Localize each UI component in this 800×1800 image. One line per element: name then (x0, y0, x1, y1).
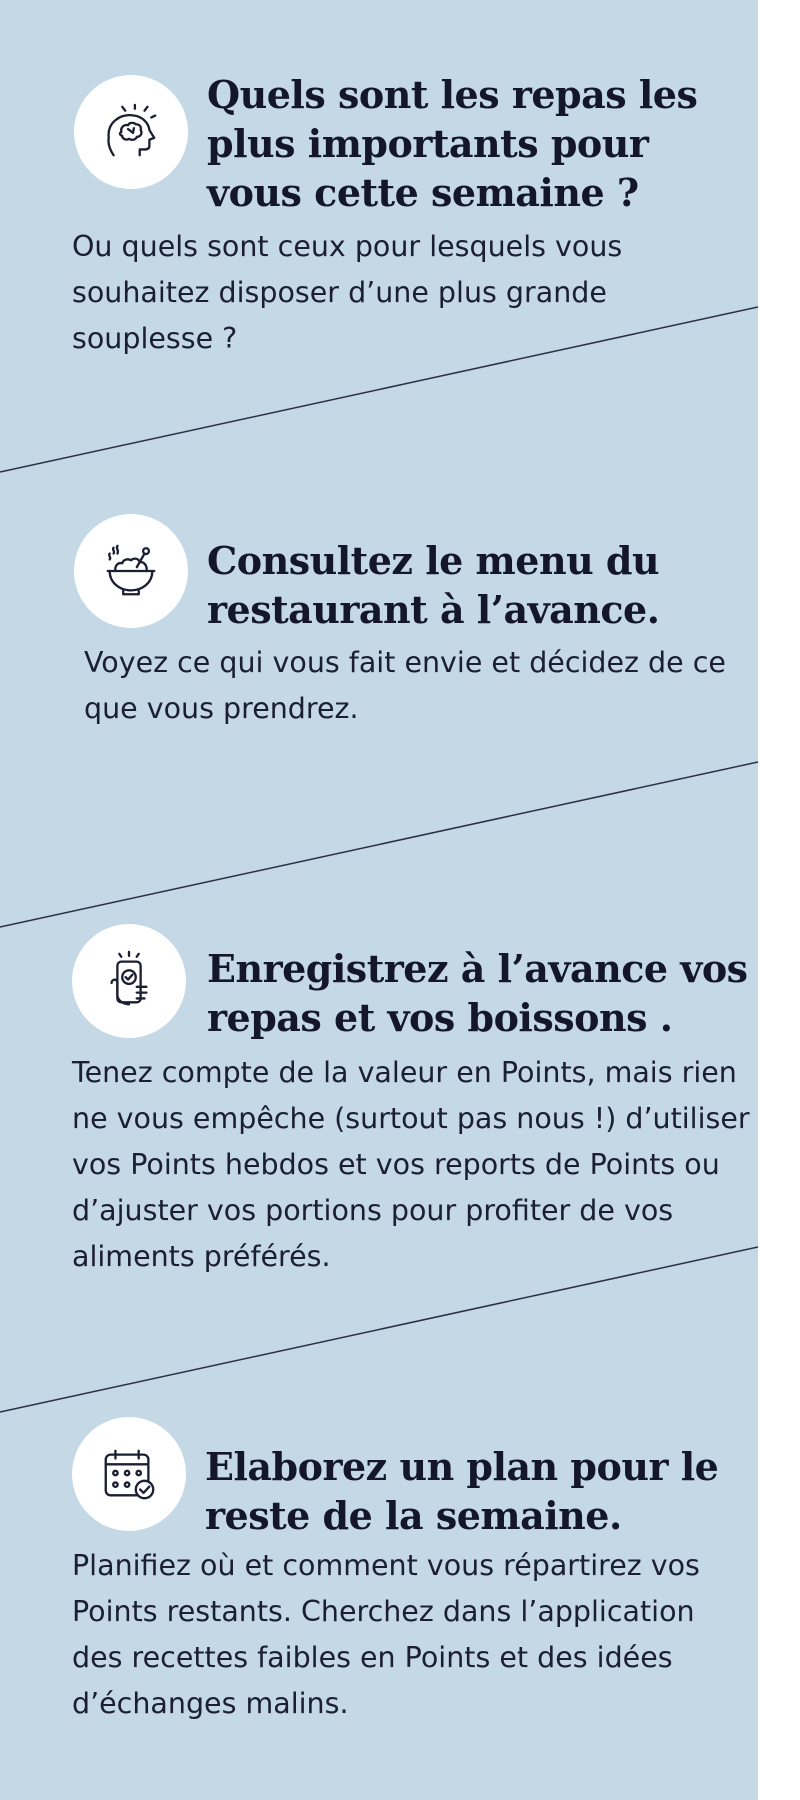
section-body: Tenez compte de la valeur en Points, mais rien ne vous empêche (surtout pas nous !) d’utiliser vos Points hebdos et vos reports de Points ou d’ajuster vos portions pour profiter de vos aliments préférés. (72, 1056, 750, 1273)
divider-2 (0, 762, 758, 927)
section-title: Quels sont les repas les plus importants pour vous cette semaine ? (207, 72, 698, 215)
section-body: Voyez ce qui vous fait envie et décidez de ce que vous prendrez. (84, 646, 726, 725)
brain-head-icon (100, 101, 162, 163)
icon-circle (74, 514, 188, 628)
section-title: Enregistrez à l’avance vos repas et vos boissons . (207, 946, 748, 1040)
icon-circle (72, 924, 186, 1038)
salad-bowl-icon (100, 540, 162, 602)
section-body: Ou quels sont ceux pour lesquels vous souhaitez disposer d’une plus grande souplesse ? (72, 230, 623, 355)
section-title: Consultez le menu du restaurant à l’avance. (207, 538, 660, 632)
calendar-check-icon (98, 1443, 160, 1505)
icon-circle (74, 75, 188, 189)
icon-circle (72, 1417, 186, 1531)
phone-checkmark-icon (98, 950, 160, 1012)
section-body: Planifiez où et comment vous répartirez vos Points restants. Cherchez dans l’application des recettes faibles en Points et des idées d’échanges malins. (72, 1549, 700, 1720)
section-title: Elaborez un plan pour le reste de la semaine. (205, 1444, 719, 1538)
